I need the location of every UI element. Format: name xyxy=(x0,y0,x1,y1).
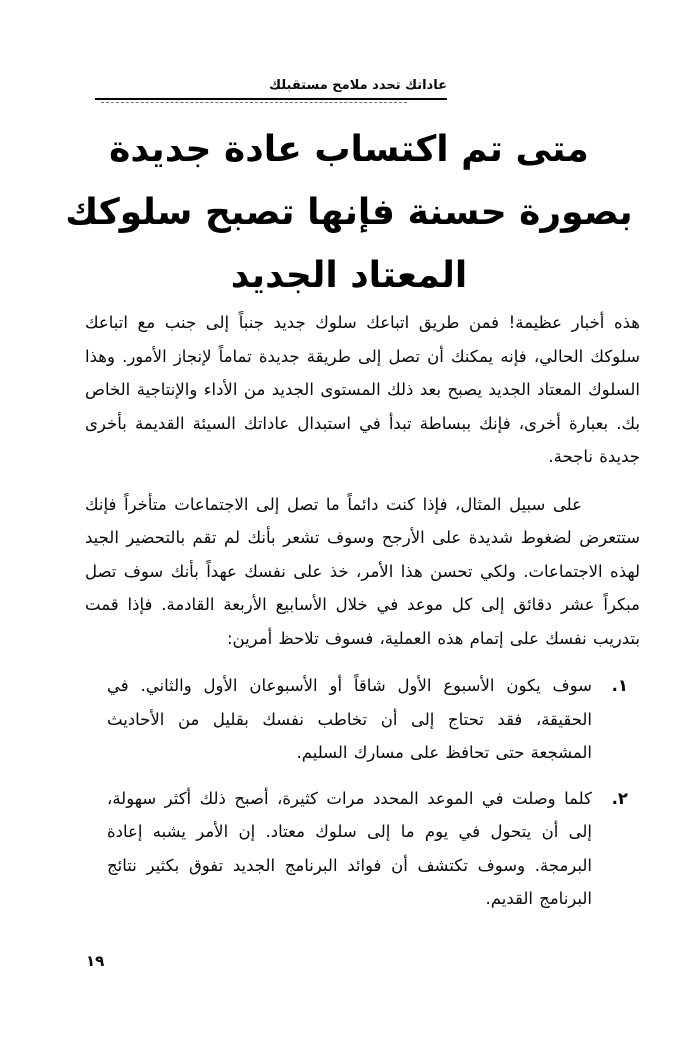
numbered-list xyxy=(85,669,640,916)
list-item-1 xyxy=(107,669,628,770)
chapter-title-line-2: بصورة حسنة فإنها تصبح سلوكك xyxy=(65,192,633,233)
chapter-title-line-1: متى تم اكتساب عادة جديدة xyxy=(109,129,589,170)
list-item-2-text: كلما وصلت في الموعد المحدد مرات كثيرة، أصبح ذلك أكثر سهولة، إلى أن يتحول في يوم ما إلى سلوك معتاد. إن الأمر يشبه إعادة البرمجة. وسوف تكتشف أن فوائد البرنامج الجديد تفوق بكثير نتائج البرنامج القديم. xyxy=(107,788,592,908)
body-text-column xyxy=(85,306,640,916)
chapter-title-line-3: المعتاد الجديد xyxy=(230,255,468,296)
list-item-1-number: ١. xyxy=(611,676,628,695)
page-number: ١٩ xyxy=(86,952,105,970)
paragraph-2: على سبيل المثال، فإذا كنت دائماً ما تصل إلى الاجتماعات متأخراً فإنك ستتعرض لضغوط شديدة على الأرجح وسوف تشعر بأنك لم تقم بالتحضير الجيد لهذه الاجتماعات. ولكي تحسن هذا الأمر، خذ على نفسك عهداً بأنك سوف تصل مبكراً عشر دقائق إلى كل موعد في خلال الأسابيع الأربعة القادمة. فإذا قمت بتدريب نفسك على إتمام هذه العملية، فسوف تلاحظ أمرين: xyxy=(85,494,640,648)
chapter-title xyxy=(58,118,640,307)
list-item-1-text: سوف يكون الأسبوع الأول شاقاً أو الأسبوعان الأول والثاني. في الحقيقة، فقد تحتاج إلى أن تخاطب نفسك بقليل من الأحاديث المشجعة حتى تحافظ على مسارك السليم. xyxy=(107,676,592,762)
running-head: عاداتك تحدد ملامح مستقبلك xyxy=(95,78,447,100)
list-item-2 xyxy=(107,782,628,916)
list-item-2-number: ٢. xyxy=(611,788,628,808)
paragraph-1: هذه أخبار عظيمة! فمن طريق اتباعك سلوك جديد جنباً إلى جنب مع اتباعك سلوكك الحالي، فإنه يمكنك أن تصل إلى طريقة جديدة تماماً لإنجاز الأمور. وهذا السلوك المعتاد الجديد يصبح بعد ذلك المستوى الجديد من الأداء والإنتاجية الخاص بك. بعبارة أخرى، فإنك ببساطة تبدأ في استبدال عاداتك السيئة القديمة بأخرى جديدة ناجحة. xyxy=(85,313,640,466)
